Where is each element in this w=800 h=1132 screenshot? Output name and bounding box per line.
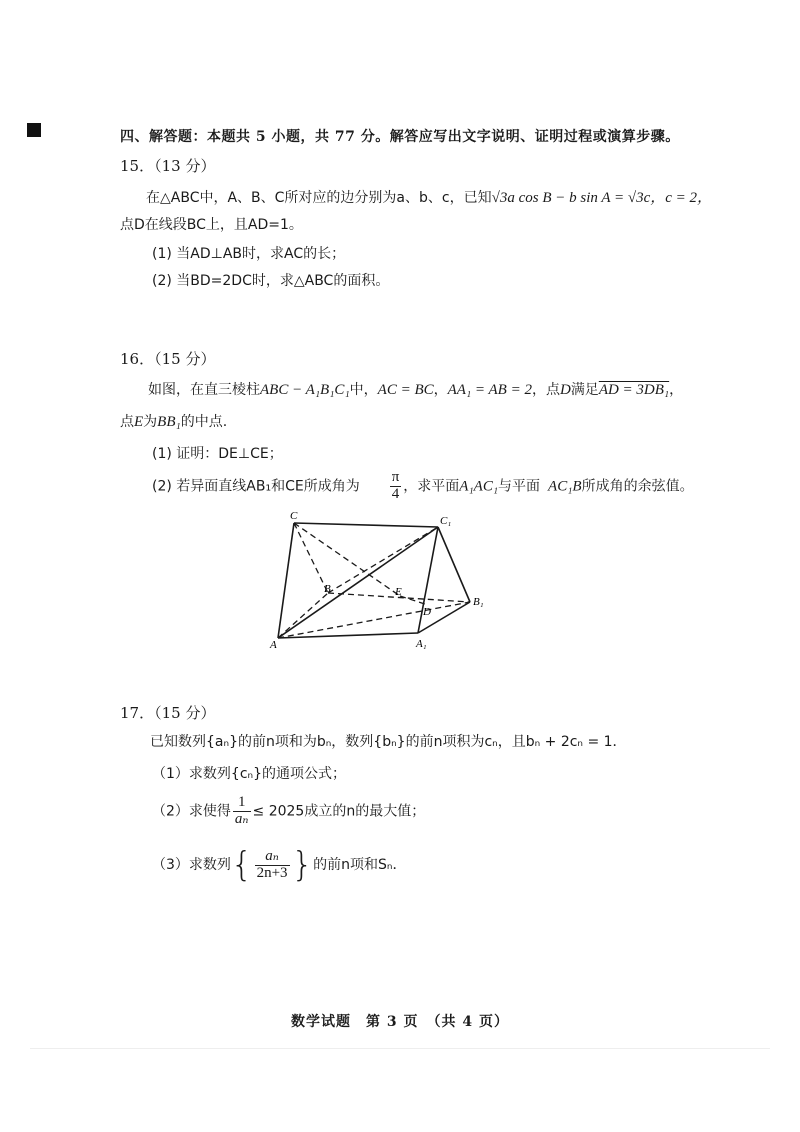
label-c1: C₁: [440, 515, 452, 527]
q16-part2-b: ，求平面: [403, 478, 460, 495]
label-d: D: [423, 606, 431, 618]
q17-part3-den: 2n+3: [256, 864, 288, 881]
q16-angle-num: π: [391, 469, 400, 485]
q17-part3-fraction: [255, 849, 290, 882]
q17-part1: （1）求数列{cₙ}的通项公式；: [152, 766, 346, 782]
q16-eq2: AA₁ = AB = 2: [447, 382, 532, 398]
q15-stem: [146, 186, 712, 207]
q16-stem-line2: [120, 411, 227, 431]
q17-part3-a: （3）求数列: [152, 857, 231, 873]
q16-stem-1: 如图，在直三棱柱: [148, 382, 260, 398]
q16-part1: (1) 证明：DE⊥CE；: [152, 446, 283, 462]
edge-a-b: [278, 593, 328, 638]
scan-edge-divider: [30, 1048, 770, 1049]
q16-stem-5: ，: [669, 382, 684, 398]
q16-number: 16．（15 分）: [120, 350, 216, 368]
edge-c-b: [294, 523, 328, 593]
q17-part2: [152, 795, 425, 828]
q16-stem: [148, 379, 683, 399]
q16-stem-2: 中，: [349, 382, 378, 398]
page-footer: 数学试题 第 3 页 （共 4 页）: [291, 1014, 509, 1030]
prism-figure: [260, 505, 500, 653]
q16-part2-c: 与平面: [498, 478, 541, 495]
q15-number: 15．（13 分）: [120, 157, 216, 175]
label-a: A: [270, 639, 277, 651]
q16-line2-a: 点: [120, 414, 134, 430]
q16-part2-d: 所成角的余弦值。: [581, 478, 694, 495]
q16-angle-den: 4: [391, 485, 400, 502]
q17-part2-b: ≤ 2025成立的n的最大值；: [252, 803, 426, 820]
q16-eq1: AC = BC: [377, 382, 434, 398]
q16-angle-fraction: [390, 470, 402, 503]
q17-number: 17．（15 分）: [120, 704, 216, 722]
q15-condition-c: ，c = 2，: [650, 190, 713, 206]
right-brace-icon: }: [291, 845, 314, 885]
q17-part2-a: （2）求使得: [152, 803, 231, 820]
label-b: B: [324, 583, 331, 595]
q16-plane2: AC₁B: [548, 478, 582, 495]
q15-part2: (2) 当BD=2DC时，求△ABC的面积。: [152, 273, 390, 289]
q17-part2-num: 1: [237, 794, 246, 810]
q15-part1: (1) 当AD⊥AB时，求AC的长；: [152, 246, 346, 262]
q16-stem-4: 满足: [570, 382, 599, 398]
q16-prism: ABC − A₁B₁C₁: [260, 382, 350, 398]
q16-stem-3: ，点: [531, 382, 560, 398]
q17-stem: 已知数列{aₙ}的前n项和为bₙ，数列{bₙ}的前n项积为cₙ，且bₙ + 2cₙ = 1．: [150, 734, 627, 750]
q17-part3: [152, 845, 407, 885]
q16-vector-eq: AD = 3DB₁: [598, 382, 670, 398]
label-e: E: [395, 586, 402, 598]
edge-a-c1: [278, 527, 438, 638]
section-heading: 四、解答题：本题共 5 小题，共 77 分。解答应写出文字说明、证明过程或演算步骤。: [120, 129, 680, 145]
q15-stem-line2: 点D在线段BC上，且AD=1。: [120, 217, 303, 233]
q16-point-e: E: [134, 414, 144, 430]
q17-part3-b: 的前n项和Sₙ．: [313, 857, 407, 873]
label-a1: A₁: [416, 638, 427, 650]
q16-line2-c: 的中点.: [180, 414, 228, 430]
q16-sep1: ，: [433, 382, 448, 398]
q15-stem-prefix: 在△ABC中，A、B、C所对应的边分别为a、b、c，已知: [146, 190, 492, 206]
edge-c-c1: [294, 523, 438, 527]
left-brace-icon: {: [230, 845, 253, 885]
q17-part2-den: aₙ: [234, 810, 249, 827]
q16-plane1: A₁AC₁: [459, 478, 499, 495]
q16-seg-bb1: BB₁: [157, 414, 181, 430]
label-c: C: [290, 510, 298, 522]
q16-point-d: D: [559, 382, 571, 398]
label-b1: B₁: [473, 596, 484, 608]
q17-part3-num: aₙ: [265, 847, 279, 864]
edge-b-c1: [328, 527, 438, 593]
q16-line2-b: 为: [143, 414, 158, 430]
edge-c-a: [278, 523, 294, 638]
q16-part2-a: (2) 若异面直线AB₁和CE所成角为: [152, 478, 360, 495]
q17-part2-fraction: [233, 795, 251, 828]
q15-condition: √3a cos B − b sin A = √3c: [491, 190, 651, 206]
edge-c1-b1: [438, 527, 470, 602]
q16-part2: [152, 470, 694, 503]
page-marker: [27, 123, 41, 137]
